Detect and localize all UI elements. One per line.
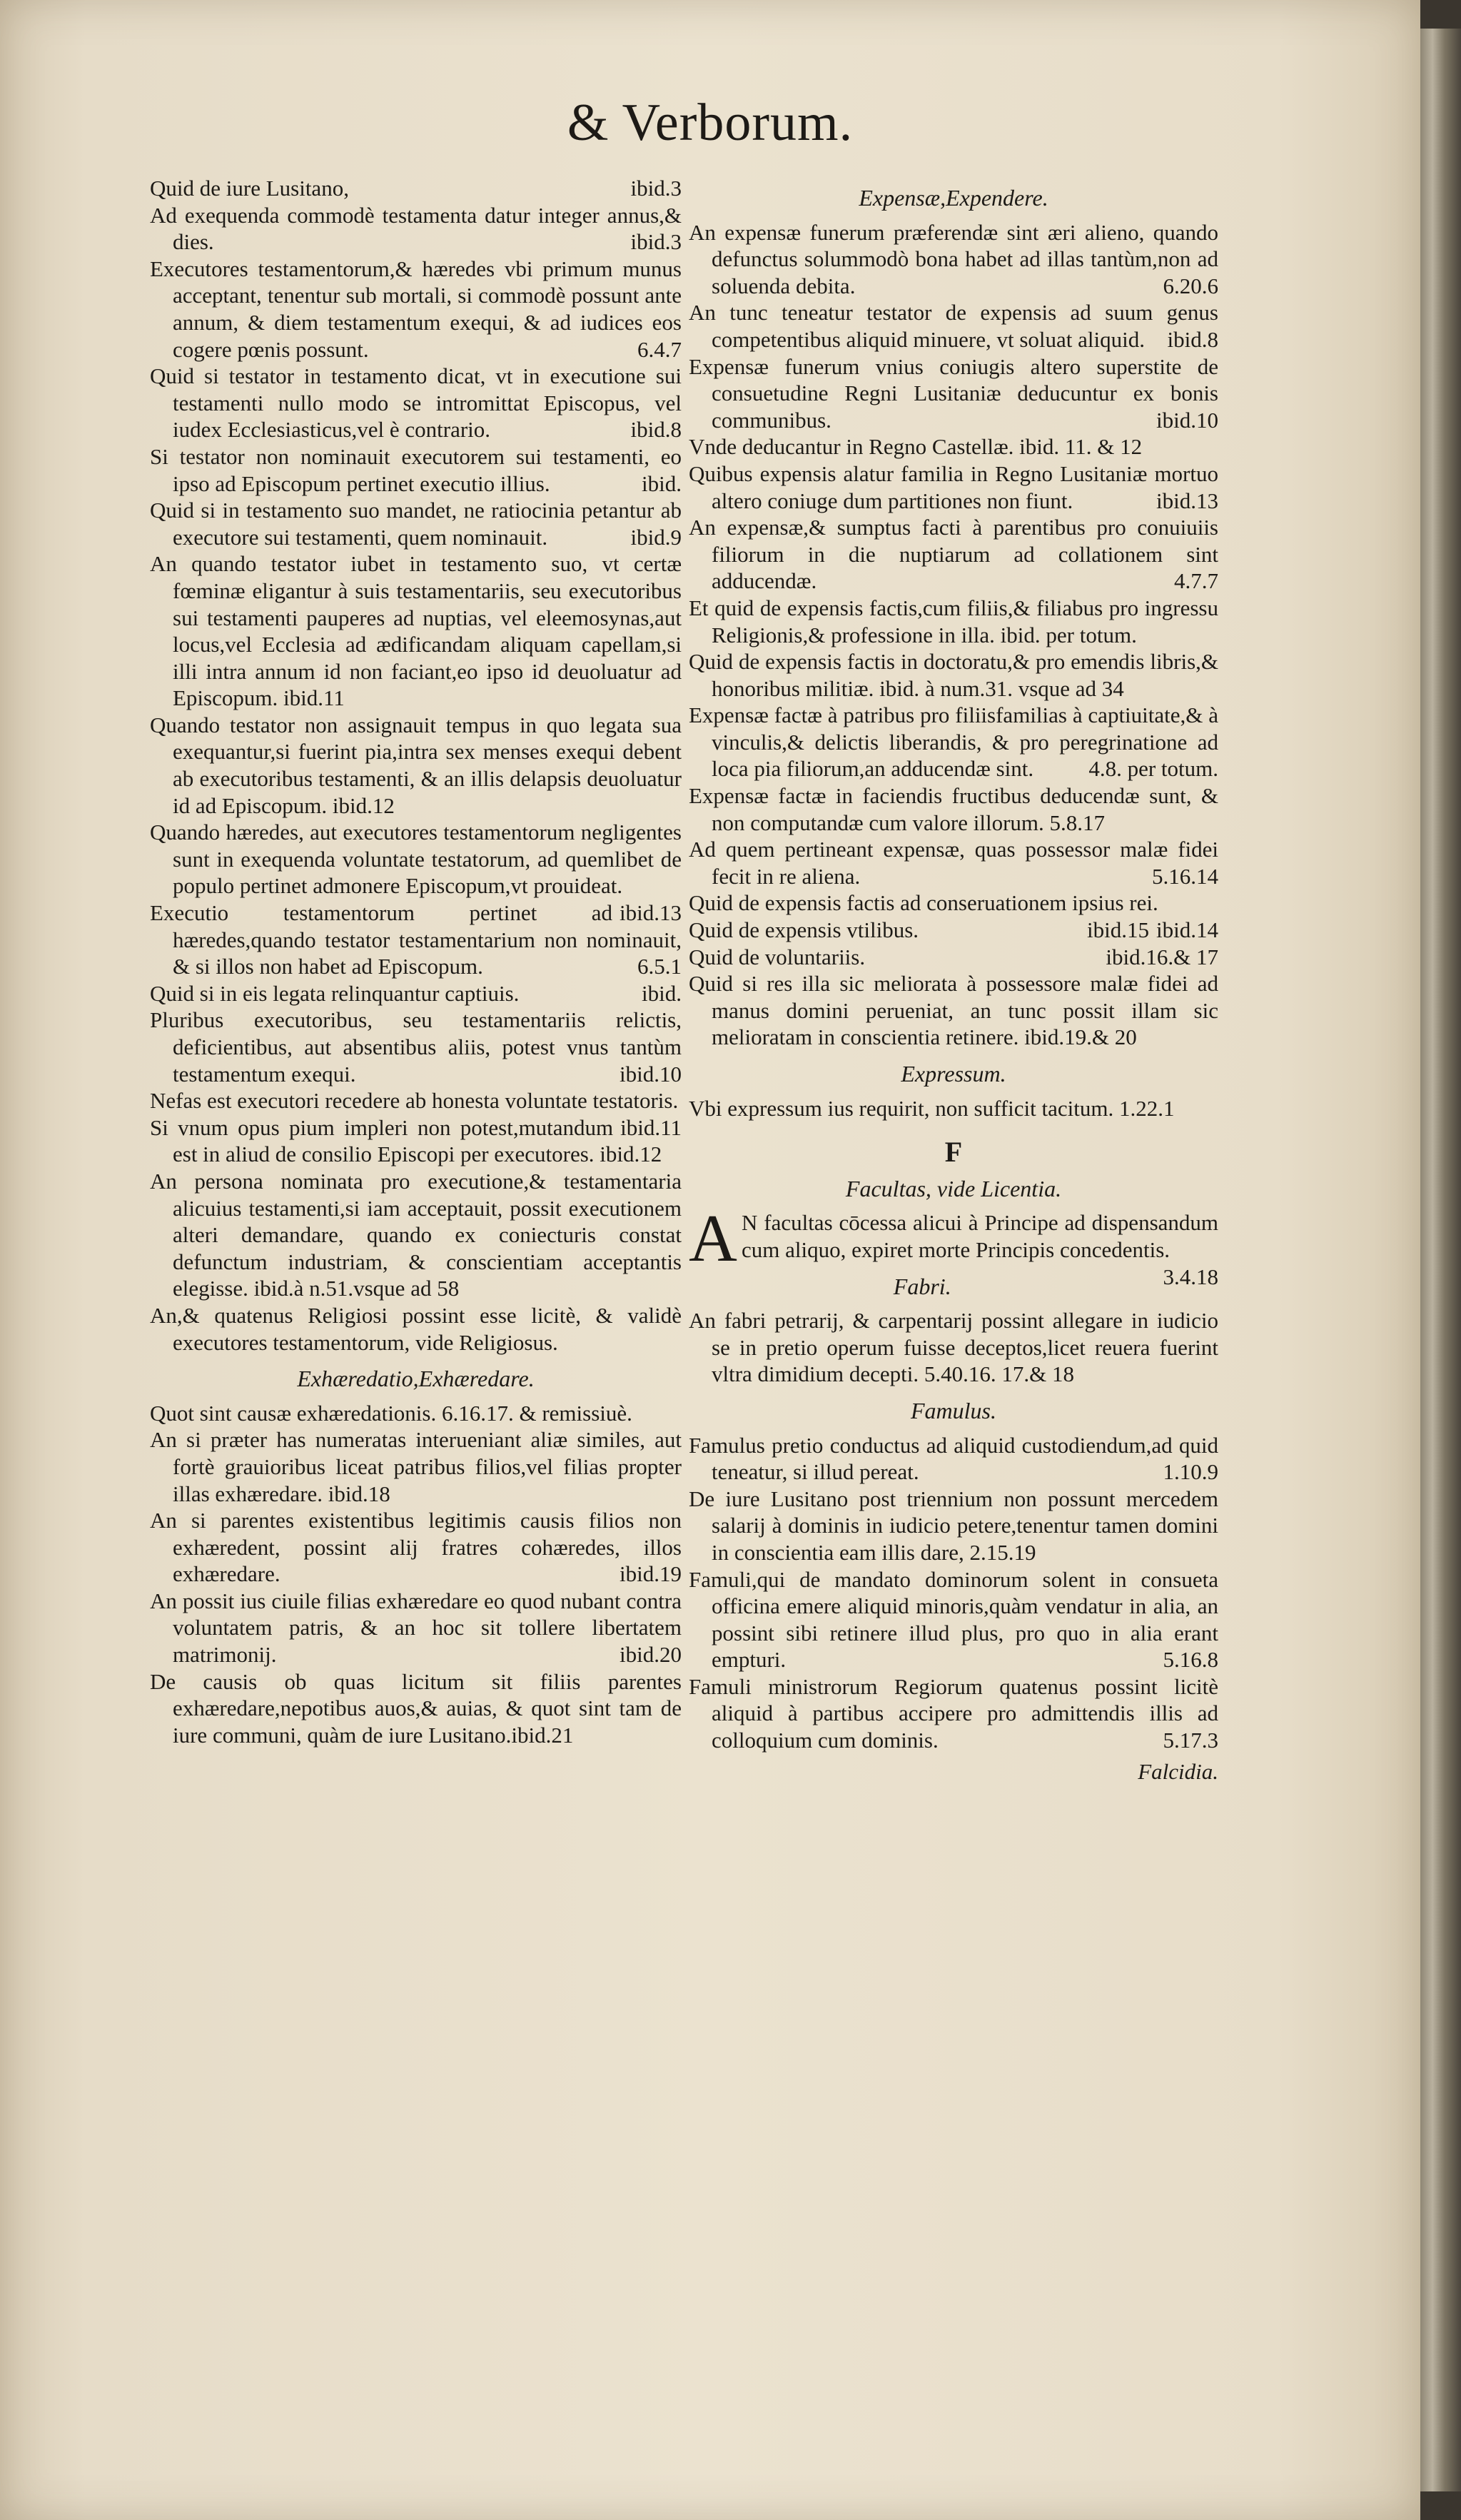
section-heading: Facultas, vide Licentia. — [845, 1175, 1062, 1201]
entry-text: Quando hæredes, aut executores testamentorum negligentes sunt in exequenda voluntate testatorum, ad quemlibet de populo pertinet admonere Episcopum,vt prouideat. — [150, 820, 682, 899]
entry-reference: 6.5.1 — [637, 954, 682, 979]
entry-text: Nefas est executori recedere ab honesta voluntate testatoris. — [150, 1088, 679, 1114]
entry-text: Quid de voluntariis. — [689, 944, 866, 969]
entry-text: An si parentes existentibus legitimis causis filios non exhæredent, possint alij fratres cohæredes, illos exhæredare. — [150, 1508, 682, 1587]
index-entry — [689, 1486, 1218, 1566]
entry-reference: 5.17.3 — [1163, 1728, 1218, 1753]
entry-reference: 1.10.9 — [1163, 1459, 1218, 1485]
entry-text: De iure Lusitano post triennium non possunt mercedem salarij à dominis in iudicio petere,tenentur tamen domini in conscientia eam illis dare, 2.15.19 — [689, 1486, 1218, 1565]
entry-text: Quid de expensis factis in doctoratu,& pro emendis libris,& honoribus militiæ. ibid. à num.31. vsque ad 34 — [689, 649, 1218, 701]
entry-text: Si vnum opus pium impleri non potest,mutandum est in aliud de consilio Episcopi per executores. ibid.12 — [150, 1114, 662, 1167]
index-entry — [689, 702, 1218, 782]
catchword: Falcidia. — [1138, 1758, 1218, 1784]
section-heading: Exhæredatio,Exhæredare. — [297, 1366, 535, 1392]
entry-text: An si præter has numeratas interueniant aliæ similes, aut fortè grauioribus liceat patribus filios,vel filias propter illas exhæredare. ibid.18 — [150, 1427, 682, 1506]
running-head: & Verborum. — [567, 94, 854, 152]
index-entry — [689, 836, 1218, 889]
entry-reference: ibid.19 — [620, 1561, 682, 1587]
entry-text: N facultas cōcessa alicui à Principe ad dispensandum cum aliquo, expiret morte Principis concedentis. — [742, 1210, 1218, 1262]
entry-text: Executores testamentorum,& hæredes vbi primum munus acceptant, tenentur sub mortali, si commodè possunt ante annum, & diem testamentum exequi, & ad iudices eos cogere pœnis possunt. — [150, 256, 682, 362]
index-entry — [689, 1566, 1218, 1673]
entry-reference: ibid.8 — [630, 417, 682, 443]
entry-text: An persona nominata pro executione,& testamentaria alicuius testamenti,si iam acceptauit, possit executionem alteri demandare, quando ex coniecturis constat defunctum industriam, & conscientiam acceptantis elegisse. ibid.à n.51.vsque ad 58 — [150, 1168, 682, 1301]
entry-text: Quot sint causæ exhæredationis. 6.16.17. & remissiuè. — [150, 1400, 632, 1426]
entry-text: Quibus expensis alatur familia in Regno Lusitaniæ mortuo altero coniuge dum partitiones non fiunt. — [689, 460, 1218, 513]
index-entry — [689, 353, 1218, 434]
entry-reference: 3.4.18 — [1163, 1264, 1218, 1289]
index-entry — [689, 944, 1218, 971]
index-entry — [150, 1168, 682, 1302]
drop-cap: A — [689, 1201, 737, 1276]
entry-reference: ibid.15 — [1087, 917, 1150, 943]
entry-reference: ibid.3 — [630, 176, 682, 201]
entry-text: An expensæ,& sumptus facti à parentibus pro conuiuiis filiorum in die nuptiarum ad collationem sint adducendæ. — [689, 515, 1218, 594]
entry-reference: ibid. — [642, 470, 682, 496]
section-heading: Famulus. — [911, 1397, 996, 1423]
entry-text: Et quid de expensis factis,cum filiis,& filiabus pro ingressu Religionis,& professione in illa. ibid. per totum. — [689, 595, 1218, 647]
index-entry — [689, 1673, 1218, 1754]
entry-text: Famulus pretio conductus ad aliquid custodiendum,ad quid teneatur, si illud pereat. — [689, 1432, 1218, 1485]
entry-reference: 6.4.7 — [637, 336, 682, 362]
index-entry — [689, 595, 1218, 648]
entry-text: Expensæ factæ in faciendis fructibus deducendæ sunt, & non computandæ cum valore illorum. 5.8.17 — [689, 783, 1218, 835]
index-entry — [689, 433, 1218, 460]
entry-text: An fabri petrarij, & carpentarij possint allegare in iudicio se in pretio operum fuisse deceptos,licet reuera fuerint vltra dimidium decepti. 5.40.16. 17.& 18 — [689, 1308, 1218, 1387]
index-entry — [150, 175, 682, 202]
index-entry — [150, 443, 682, 497]
entry-text: Quid si res illa sic meliorata à possessore malæ fidei ad manus domini perueniat, an tunc possit illam sic melioratam in conscientia retinere. ibid.19.& 20 — [689, 971, 1218, 1050]
index-entry — [150, 1668, 682, 1749]
index-entry — [150, 980, 682, 1007]
index-entry — [689, 1432, 1218, 1486]
entry-text: Quid si in eis legata relinquantur captiuis. — [150, 980, 520, 1006]
entry-text: Famuli ministrorum Regiorum quatenus possint licitè aliquid à partibus accipere pro admittendis illis ad colloquium cum dominis. — [689, 1673, 1218, 1753]
entry-reference: 4.7.7 — [1174, 568, 1218, 594]
index-entry — [150, 1114, 682, 1168]
index-entry — [150, 1400, 682, 1427]
entry-text: Expensæ factæ à patribus pro filiisfamilias à captiuitate,& à vinculis,& delictis liberandis, & pro peregrinatione ad loca pia filiorum,an adducendæ sint. — [689, 702, 1218, 782]
entry-reference: ibid. — [642, 980, 682, 1006]
entry-text: De causis ob quas licitum sit filiis parentes exhæredare,nepotibus auos,& auias, & quot sint tam de iure communi, quàm de iure Lusitano.ibid.21 — [150, 1668, 682, 1748]
index-entry — [689, 1307, 1218, 1388]
entry-reference: 5.16.14 — [1152, 863, 1218, 889]
section-heading: Expressum. — [901, 1061, 1006, 1087]
entry-text: An,& quatenus Religiosi possint esse licitè, & validè executores testamentorum, vide Religiosus. — [150, 1302, 682, 1355]
entry-text: An expensæ funerum præferendæ sint æri alieno, quando defunctus solummodò bona habet ad illas tantùm,non ad soluenda debita. — [689, 219, 1218, 298]
entry-text: Quando testator non assignauit tempus in quo legata sua exequantur,si fuerint pia,intra sex menses exequi debent ab executoribus testamenti, & an illis delapsis deuoluatur id ad Episcopum. ibid.12 — [150, 712, 682, 818]
right-column — [689, 175, 1218, 1807]
entry-text: Vbi expressum ius requirit, non sufficit tacitum. 1.22.1 — [689, 1095, 1175, 1121]
entry-reference: 5.16.8 — [1163, 1647, 1218, 1673]
index-entry — [150, 1507, 682, 1588]
index-entry — [150, 363, 682, 443]
entry-reference: ibid.3 — [630, 229, 682, 255]
entry-text: An tunc teneatur testator de expensis ad suum genus competentibus aliquid minuere, vt soluat aliquid. — [689, 300, 1218, 352]
entry-text: Quid de iure Lusitano, — [150, 176, 349, 201]
index-entry — [150, 497, 682, 550]
entry-reference: ibid.10 — [1156, 407, 1218, 433]
entry-reference: ibid.9 — [630, 524, 682, 550]
entry-text: Si testator non nominauit executorem sui testamenti, eo ipso ad Episcopum pertinet executio illius. — [150, 443, 682, 496]
entry-reference: ibid.13 — [1156, 488, 1218, 513]
entry-text: Famuli,qui de mandato dominorum solent in consueta officina emere aliquid minoris,quàm vendatur in alia, an possint sibi retinere illud plus, pro quo in alia erant empturi. — [689, 1566, 1218, 1673]
index-entry — [689, 299, 1218, 353]
entry-text: Ad exequenda commodè testamenta datur integer annus,& dies. — [150, 202, 682, 255]
entry-text: Executio testamentorum pertinet ad hæredes,quando testator testamentarium non nominauit, & si illos non habet ad Episcopum. — [150, 900, 682, 979]
index-entry — [689, 1095, 1218, 1122]
entry-text: Quid si testator in testamento dicat, vt in executione sui testamenti nullo modo se intromittat Episcopus, vel iudex Ecclesiasticus,vel è contrario. — [150, 363, 682, 443]
entry-text: Expensæ funerum vnius coniugis altero superstite de consuetudine Regni Lusitaniæ deducuntur ex bonis communibus. — [689, 353, 1218, 433]
entry-reference: ibid.13 — [620, 900, 682, 926]
index-entry — [150, 550, 682, 712]
entry-reference: ibid.10 — [620, 1061, 682, 1087]
index-entry — [689, 648, 1218, 702]
entry-text: Quid de expensis factis ad conseruationem ipsius rei. — [689, 890, 1158, 916]
section-heading: Fabri. — [893, 1273, 951, 1299]
entry-text: Quid si in testamento suo mandet, ne ratiocinia petantur ab executore sui testamenti, quem nominauit. — [150, 498, 682, 550]
entry-reference: 6.20.6 — [1163, 273, 1218, 298]
entry-text: An possit ius ciuile filias exhæredare eo quod nubant contra voluntatem patris, & an hoc sit tollere libertatem matrimonij. — [150, 1588, 682, 1668]
index-entry — [150, 819, 682, 926]
index-entry — [689, 917, 1218, 944]
index-entry — [689, 970, 1218, 1051]
index-entry — [150, 1007, 682, 1087]
page-edge — [1420, 29, 1461, 2491]
index-entry — [150, 712, 682, 819]
entry-reference: ibid.8 — [1167, 326, 1218, 352]
index-entry — [150, 1588, 682, 1668]
section-letter: F — [944, 1136, 963, 1169]
index-entry — [150, 202, 682, 256]
index-entry — [150, 1302, 682, 1356]
index-entry — [689, 219, 1218, 300]
entry-reference: ibid.14 — [1156, 917, 1218, 943]
entry-reference: ibid.16.& 17 — [1106, 944, 1218, 969]
index-entry — [150, 256, 682, 363]
index-entry — [150, 899, 682, 980]
entry-text: Pluribus executoribus, seu testamentariis relictis, deficientibus, aut absentibus aliis, potest vnus tantùm testamentum exequi. — [150, 1007, 682, 1087]
entry-text: Vnde deducantur in Regno Castellæ. ibid. 11. & 12 — [689, 434, 1143, 460]
index-entry — [689, 460, 1218, 514]
entry-reference: 4.8. per totum. — [1088, 756, 1218, 782]
index-entry — [150, 1087, 682, 1140]
entry-text: Ad quem pertineant expensæ, quas possessor malæ fidei fecit in re aliena. — [689, 837, 1218, 889]
entry-text: An quando testator iubet in testamento suo, vt certæ fœminæ eligantur à suis testamentariis, seu executoribus sui testamenti pauperes ad nuptias, vel eleemosynas,aut locus,vel Ecclesia ad ædificandam aliquam capellam,si illi intra annum id non faciant,eo ipso id deuoluatur ad Episcopum. ibid.11 — [150, 551, 682, 711]
index-entry — [689, 782, 1218, 836]
section-heading: Expensæ,Expendere. — [859, 185, 1048, 211]
index-entry — [150, 1426, 682, 1507]
left-column — [150, 175, 682, 1748]
entry-text: Quid de expensis vtilibus. — [689, 917, 919, 943]
index-entry — [689, 514, 1218, 595]
entry-reference: ibid.11 — [620, 1114, 682, 1140]
entry-reference: ibid.20 — [620, 1642, 682, 1668]
